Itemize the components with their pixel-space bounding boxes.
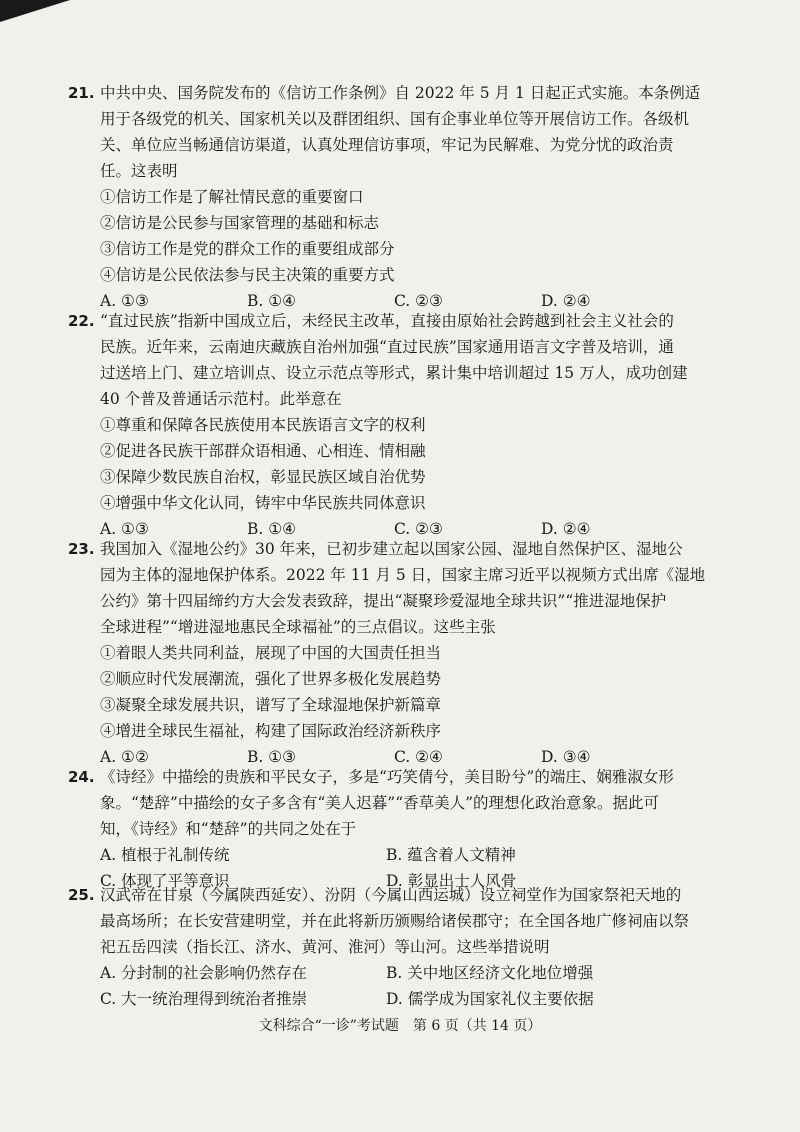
question-stem-line: 我国加入《湿地公约》30 年来，已初步建立起以国家公园、湿地自然保护区、湿地公: [100, 540, 683, 558]
option-d[interactable]: D. 彰显出士人风骨: [386, 872, 517, 890]
option-c[interactable]: C. 大一统治理得到统治者推崇: [100, 990, 308, 1008]
question-24: [68, 764, 708, 894]
question-25: [68, 882, 708, 1012]
statement-4: ④增强中华文化认同，铸牢中华民族共同体意识: [100, 494, 426, 512]
statement-3: ③信访工作是党的群众工作的重要组成部分: [100, 240, 395, 258]
option-c[interactable]: C. ②③: [394, 520, 443, 538]
question-number: 24.: [68, 768, 95, 786]
statement-4: ④信访是公民依法参与民主决策的重要方式: [100, 266, 395, 284]
option-b[interactable]: B. 关中地区经济文化地位增强: [386, 964, 594, 982]
options-grid: [68, 960, 708, 1012]
question-stem-line: 祀五岳四渎（指长江、济水、黄河、淮河）等山河。这些举措说明: [100, 938, 550, 956]
statement-3: ③保障少数民族自治权，彰显民族区域自治优势: [100, 468, 426, 486]
question-stem-line: “直过民族”指新中国成立后，未经民主改革，直接由原始社会跨越到社会主义社会的: [100, 312, 674, 330]
question-stem-line: 过送培上门、建立培训点、设立示范点等形式，累计集中培训超过 15 万人，成功创建: [100, 364, 688, 382]
statement-1: ①信访工作是了解社情民意的重要窗口: [100, 188, 364, 206]
statement-2: ②信访是公民参与国家管理的基础和标志: [100, 214, 380, 232]
option-b[interactable]: B. 蕴含着人文精神: [386, 846, 516, 864]
question-number: 25.: [68, 886, 95, 904]
option-a[interactable]: A. 分封制的社会影响仍然存在: [100, 964, 308, 982]
question-stem-line: 中共中央、国务院发布的《信访工作条例》自 2022 年 5 月 1 日起正式实施。本条例适: [100, 84, 701, 102]
option-a[interactable]: A. ①②: [100, 748, 149, 766]
question-21: [68, 80, 708, 314]
question-stem-line: 民族。近年来，云南迪庆藏族自治州加强“直过民族”国家通用语言文字普及培训，通: [100, 338, 674, 356]
statement-2: ②顺应时代发展潮流，强化了世界多极化发展趋势: [100, 670, 442, 688]
page-footer: 文科综合“一诊”考试题 第 6 页（共 14 页）: [258, 1018, 542, 1034]
statement-2: ②促进各民族干部群众语相通、心相连、情相融: [100, 442, 426, 460]
option-c[interactable]: C. ②③: [394, 292, 443, 310]
question-stem-line: 象。“楚辞”中描绘的女子多含有“美人迟暮”“香草美人”的理想化政治意象。据此可: [100, 794, 660, 812]
statement-3: ③凝聚全球发展共识，谱写了全球湿地保护新篇章: [100, 696, 442, 714]
statement-1: ①着眼人类共同利益，展现了中国的大国责任担当: [100, 644, 442, 662]
option-d[interactable]: D. ③④: [541, 748, 591, 766]
option-d[interactable]: D. ②④: [541, 292, 591, 310]
question-stem-line: 汉武帝在甘泉（今属陕西延安）、汾阴（今属山西运城）设立祠堂作为国家祭祀天地的: [100, 886, 682, 904]
question-stem-line: 关、单位应当畅通信访渠道，认真处理信访事项，牢记为民解难、为党分忧的政治责: [100, 136, 674, 154]
option-d[interactable]: D. 儒学成为国家礼仪主要依据: [386, 990, 594, 1008]
question-stem-line: 任。这表明: [100, 162, 178, 180]
question-23: [68, 536, 708, 770]
question-stem-line: 园为主体的湿地保护体系。2022 年 11 月 5 日，国家主席习近平以视频方式出席《湿地: [100, 566, 706, 584]
question-stem-line: 40 个普及普通话示范村。此举意在: [100, 390, 342, 408]
option-a[interactable]: A. 植根于礼制传统: [100, 846, 230, 864]
option-b[interactable]: B. ①④: [247, 520, 297, 538]
question-number: 23.: [68, 540, 95, 558]
question-stem-line: 最高场所；在长安营建明堂，并在此将新历颁赐给诸侯郡守；在全国各地广修祠庙以祭: [100, 912, 690, 930]
question-number: 22.: [68, 312, 95, 330]
statement-4: ④增进全球民生福祉，构建了国际政治经济新秩序: [100, 722, 442, 740]
option-c[interactable]: C. ②④: [394, 748, 443, 766]
question-number: 21.: [68, 84, 95, 102]
option-b[interactable]: B. ①④: [247, 292, 297, 310]
option-a[interactable]: A. ①③: [100, 292, 149, 310]
option-c[interactable]: C. 体现了平等意识: [100, 872, 230, 890]
question-stem-line: 公约》第十四届缔约方大会发表致辞，提出“凝聚珍爱湿地全球共识”“推进湿地保护: [100, 592, 667, 610]
option-a[interactable]: A. ①③: [100, 520, 149, 538]
option-b[interactable]: B. ①③: [247, 748, 297, 766]
statement-1: ①尊重和保障各民族使用本民族语言文字的权利: [100, 416, 426, 434]
scan-corner-shadow: [0, 0, 70, 22]
question-22: [68, 308, 708, 542]
option-d[interactable]: D. ②④: [541, 520, 591, 538]
question-stem-line: 用于各级党的机关、国家机关以及群团组织、国有企事业单位等开展信访工作。各级机: [100, 110, 690, 128]
question-stem-line: 知，《诗经》和“楚辞”的共同之处在于: [100, 820, 357, 838]
question-stem-line: 《诗经》中描绘的贵族和平民女子，多是“巧笑倩兮，美目盼兮”的端庄、娴雅淑女形: [100, 768, 674, 786]
question-stem-line: 全球进程”“增进湿地惠民全球福祉”的三点倡议。这些主张: [100, 618, 496, 636]
